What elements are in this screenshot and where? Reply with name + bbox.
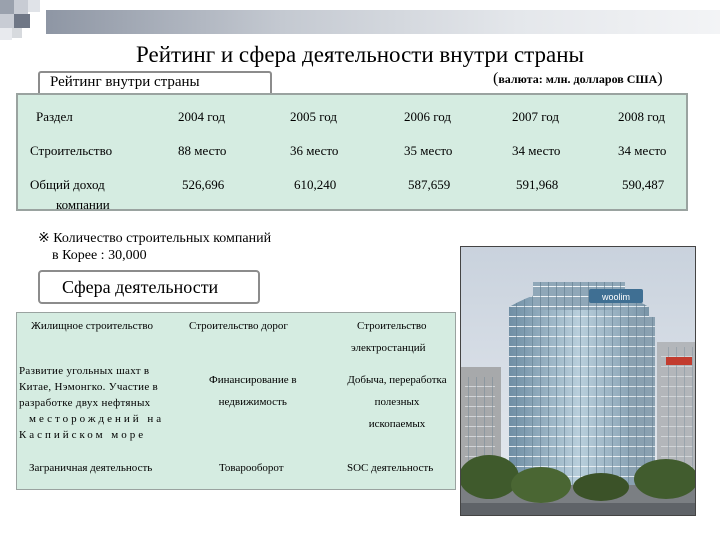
table-cell: 590,487 — [622, 177, 665, 192]
sphere-cell-line: полезных — [374, 396, 420, 408]
sphere-cell: Заграничная деятельность — [29, 462, 153, 474]
sphere-cell: SOC деятельность — [347, 462, 434, 474]
sphere-cell: электростанций — [351, 342, 426, 354]
table-header-cell: Раздел — [36, 109, 73, 124]
sphere-cell-line: разработке двух нефтяных — [19, 397, 151, 409]
sphere-cell: Строительство — [357, 320, 427, 332]
note-line: в Корее : 30,000 — [52, 248, 147, 263]
decor-square — [0, 28, 12, 40]
sphere-cell: Товарооборот — [219, 462, 284, 474]
building-sign-text: woolim — [601, 292, 631, 302]
sphere-cell — [337, 369, 457, 435]
decor-square — [0, 0, 14, 14]
decor-square — [12, 28, 22, 38]
table-header-cell: 2006 год — [404, 109, 451, 124]
sphere-cell-line: Финансирование в — [209, 374, 297, 386]
table-cell: 591,968 — [516, 177, 559, 192]
currency-note-text: валюта: млн. долларов США — [498, 72, 658, 86]
sphere-cell-line: Китае, Нэмонгко. Участие в — [19, 381, 159, 393]
table-row-label: Строительство — [30, 143, 113, 158]
sphere-cell — [19, 363, 164, 443]
company-building-photo — [460, 246, 696, 516]
table-header-cell: 2005 год — [290, 109, 337, 124]
table-cell: 34 место — [512, 143, 561, 158]
sphere-cell-line: Добыча, переработка — [347, 374, 447, 386]
table-cell: 526,696 — [182, 177, 225, 192]
table-row-label-cont: компании — [56, 197, 110, 212]
table-cell: 587,659 — [408, 177, 451, 192]
sphere-cell: Жилищное строительство — [31, 320, 153, 332]
table-cell: 610,240 — [294, 177, 337, 192]
sphere-cell-line: недвижимость — [218, 396, 287, 408]
companies-count-note — [38, 230, 271, 264]
sphere-tab — [38, 270, 260, 304]
decor-square — [0, 14, 14, 28]
table-row-label: Общий доход — [30, 177, 105, 192]
table-header-cell: 2008 год — [618, 109, 665, 124]
ranking-table — [16, 93, 688, 211]
decor-square — [28, 0, 40, 12]
sphere-cell-line: Развитие угольных шахт в — [19, 365, 150, 377]
currency-note: (валюта: млн. долларов США) — [493, 70, 663, 87]
sphere-tab-label: Сфера деятельности — [62, 277, 219, 297]
table-cell: 35 место — [404, 143, 453, 158]
building-illustration — [461, 247, 696, 516]
table-cell: 34 место — [618, 143, 667, 158]
sphere-cell-line: ископаемых — [368, 418, 426, 430]
decor-square — [14, 14, 30, 28]
sphere-cell-line: Каспийском море — [19, 429, 147, 441]
table-header-cell: 2007 год — [512, 109, 559, 124]
page-title: Рейтинг и сфера деятельности внутри страны — [136, 42, 584, 67]
decor-square — [14, 0, 28, 14]
note-line: ※ Количество строительных компаний — [38, 231, 272, 246]
sphere-cell — [209, 369, 297, 413]
sphere-cell: Строительство дорог — [189, 320, 288, 332]
header-gradient-bar — [46, 10, 720, 34]
table-header-cell: 2004 год — [178, 109, 225, 124]
table-cell: 36 место — [290, 143, 339, 158]
sphere-cell-line: месторождений на — [29, 413, 165, 425]
table-cell: 88 место — [178, 143, 227, 158]
sphere-table — [16, 312, 456, 490]
ranking-tab-label: Рейтинг внутри страны — [50, 74, 200, 90]
